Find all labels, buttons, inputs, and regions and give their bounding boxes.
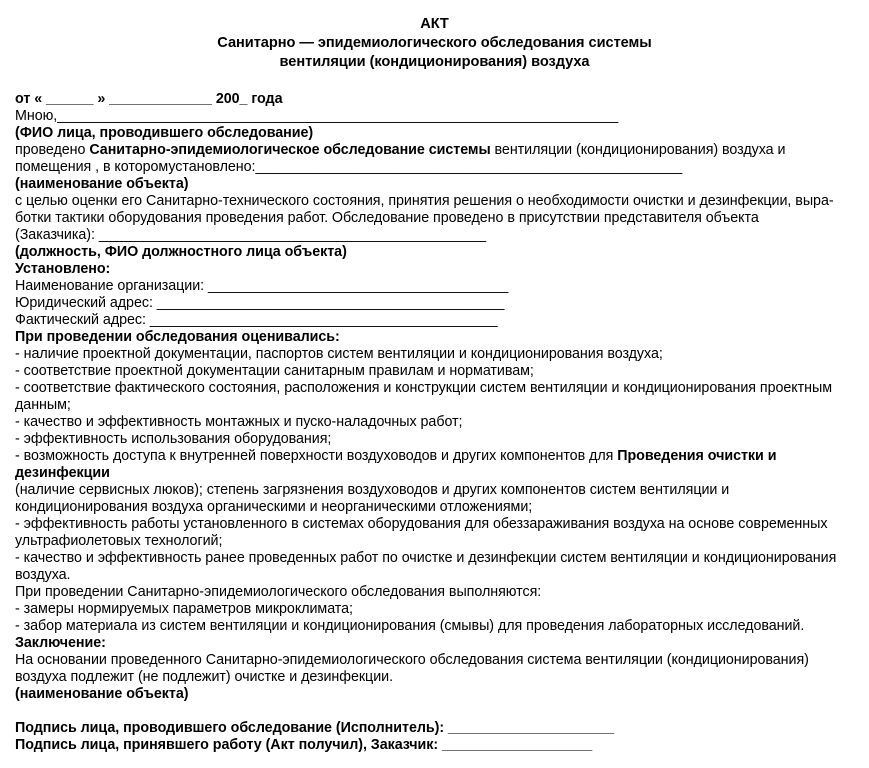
text-run: Установлено: <box>15 261 111 277</box>
text-run: Заключение: <box>15 635 106 651</box>
document-line <box>15 295 859 312</box>
document-line <box>15 533 859 550</box>
document-line <box>15 550 859 567</box>
text-run: - соответствие фактического состояния, расположения и конструкции систем вентиляции и кондиционирования проектным <box>15 380 833 396</box>
document-title-line-3: вентиляции (кондиционирования) воздуха <box>279 54 590 70</box>
text-run: (ФИО лица, проводившего обследование) <box>15 125 314 141</box>
document-line <box>15 142 859 159</box>
text-run: воздуха подлежит (не подлежит) очистке и дезинфекции. <box>15 669 393 685</box>
text-run: Подпись лица, принявшего работу (Акт получил), Заказчик: <box>15 737 443 753</box>
document-line <box>15 244 859 261</box>
text-run: На основании проведенного Санитарно-эпидемиологического обследования система вентиляции (кондиционирования) <box>15 652 809 668</box>
document-line <box>15 125 859 142</box>
document-line <box>15 465 859 482</box>
document-line <box>15 261 859 278</box>
document-line <box>15 567 859 584</box>
document-line <box>15 686 859 703</box>
document-line <box>15 448 859 465</box>
text-run: (наличие сервисных люков); степень загрязнения воздуховодов и других компонентов систем вентиляции и <box>15 482 730 498</box>
document-line <box>15 397 859 414</box>
document-line <box>15 516 859 533</box>
text-run: Наименование организации: <box>15 278 209 294</box>
text-run: Фактический адрес: <box>15 312 150 328</box>
text-run: помещения , в которомустановлено: <box>15 159 256 175</box>
text-run: дезинфекции <box>15 465 110 481</box>
text-run: проведено <box>15 142 90 158</box>
text-run: - эффективность работы установленного в системах оборудования для обеззараживания воздуха на основе современных <box>15 516 828 532</box>
document-line <box>15 618 859 635</box>
document-line <box>15 652 859 669</box>
document-line <box>15 635 859 652</box>
fill-in-blank-line: _________________________________________________ <box>98 227 486 243</box>
document-line <box>15 312 859 329</box>
text-run: При проведении обследования оценивались: <box>15 329 340 345</box>
document-line <box>15 414 859 431</box>
text-run: (Заказчика): <box>15 227 99 243</box>
text-run: (наименование объекта) <box>15 686 189 702</box>
text-run: - эффективность использования оборудования; <box>15 431 332 447</box>
document-line <box>15 669 859 686</box>
text-run: ультрафиолетовых технологий; <box>15 533 223 549</box>
document-line <box>15 278 859 295</box>
document-line <box>15 737 859 754</box>
document-line <box>15 499 859 516</box>
document-line <box>15 482 859 499</box>
document-line <box>15 210 859 227</box>
text-run: воздуха. <box>15 567 71 583</box>
text-run: - наличие проектной документации, паспортов систем вентиляции и кондиционирования воздуха; <box>15 346 663 362</box>
text-run: ботки тактики оборудования проведения работ. Обследование проведено в присутствии представителя объекта <box>15 210 759 226</box>
document-body <box>0 91 869 754</box>
document-title-line-2: Санитарно — эпидемиологического обследования системы <box>217 35 652 51</box>
document-line <box>15 703 859 720</box>
document-line <box>15 601 859 618</box>
document-line <box>15 363 859 380</box>
document-title <box>0 0 869 72</box>
text-run: Проведения очистки и <box>617 448 777 464</box>
text-run: с целью оценки его Санитарно-технического состояния, принятия решения о необходимости очистки и дезинфекции, выра- <box>15 193 834 209</box>
fill-in-blank-line: ____________________________________________ <box>156 295 505 311</box>
document-line <box>15 431 859 448</box>
document-line <box>15 108 859 125</box>
text-run: Подпись лица, проводившего обследование (Исполнитель): <box>15 720 448 736</box>
text-run: данным; <box>15 397 71 413</box>
fill-in-blank-line: _____________________ <box>447 720 614 736</box>
text-run: кондиционирования воздуха органическими и неорганическими отложениями; <box>15 499 533 515</box>
document-line <box>15 346 859 363</box>
text-run: от « ______ » _____________ 200_ года <box>15 91 283 107</box>
document-line <box>15 720 859 737</box>
document-line <box>15 584 859 601</box>
document-line <box>15 176 859 193</box>
fill-in-blank-line: ___________________ <box>442 737 593 753</box>
document-title-line-1: АКТ <box>420 16 449 32</box>
document-line <box>15 227 859 244</box>
document-line <box>15 159 859 176</box>
fill-in-blank-line: ______________________________________________________ <box>255 159 683 175</box>
text-run: - возможность доступа к внутренней поверхности воздуховодов и других компонентов для <box>15 448 618 464</box>
text-run: - замеры нормируемых параметров микроклимата; <box>15 601 353 617</box>
text-run: (должность, ФИО должностного лица объекта) <box>15 244 347 260</box>
text-run: Санитарно-эпидемиологическое обследование системы <box>89 142 491 158</box>
document-line <box>15 329 859 346</box>
document-line <box>15 380 859 397</box>
document-line <box>15 91 859 108</box>
text-run: вентиляции (кондиционирования) воздуха и <box>490 142 786 158</box>
text-run: - качество и эффективность монтажных и пуско-наладочных работ; <box>15 414 463 430</box>
text-run: - соответствие проектной документации санитарным правилам и нормативам; <box>15 363 534 379</box>
text-run: При проведении Санитарно-эпидемиологического обследования выполняются: <box>15 584 542 600</box>
fill-in-blank-line: ______________________________________ <box>208 278 509 294</box>
text-run: - качество и эффективность ранее проведенных работ по очистке и дезинфекции систем вентиляции и кондиционирования <box>15 550 837 566</box>
text-run: Юридический адрес: <box>15 295 157 311</box>
text-run: (наименование объекта) <box>15 176 189 192</box>
text-run: Мною, <box>15 108 58 124</box>
document-line <box>15 193 859 210</box>
fill-in-blank-line: ____________________________________________ <box>149 312 498 328</box>
fill-in-blank-line: _______________________________________________________________________ <box>57 108 619 124</box>
text-run: - забор материала из систем вентиляции и кондиционирования (смывы) для проведения лабораторных исследований. <box>15 618 805 634</box>
